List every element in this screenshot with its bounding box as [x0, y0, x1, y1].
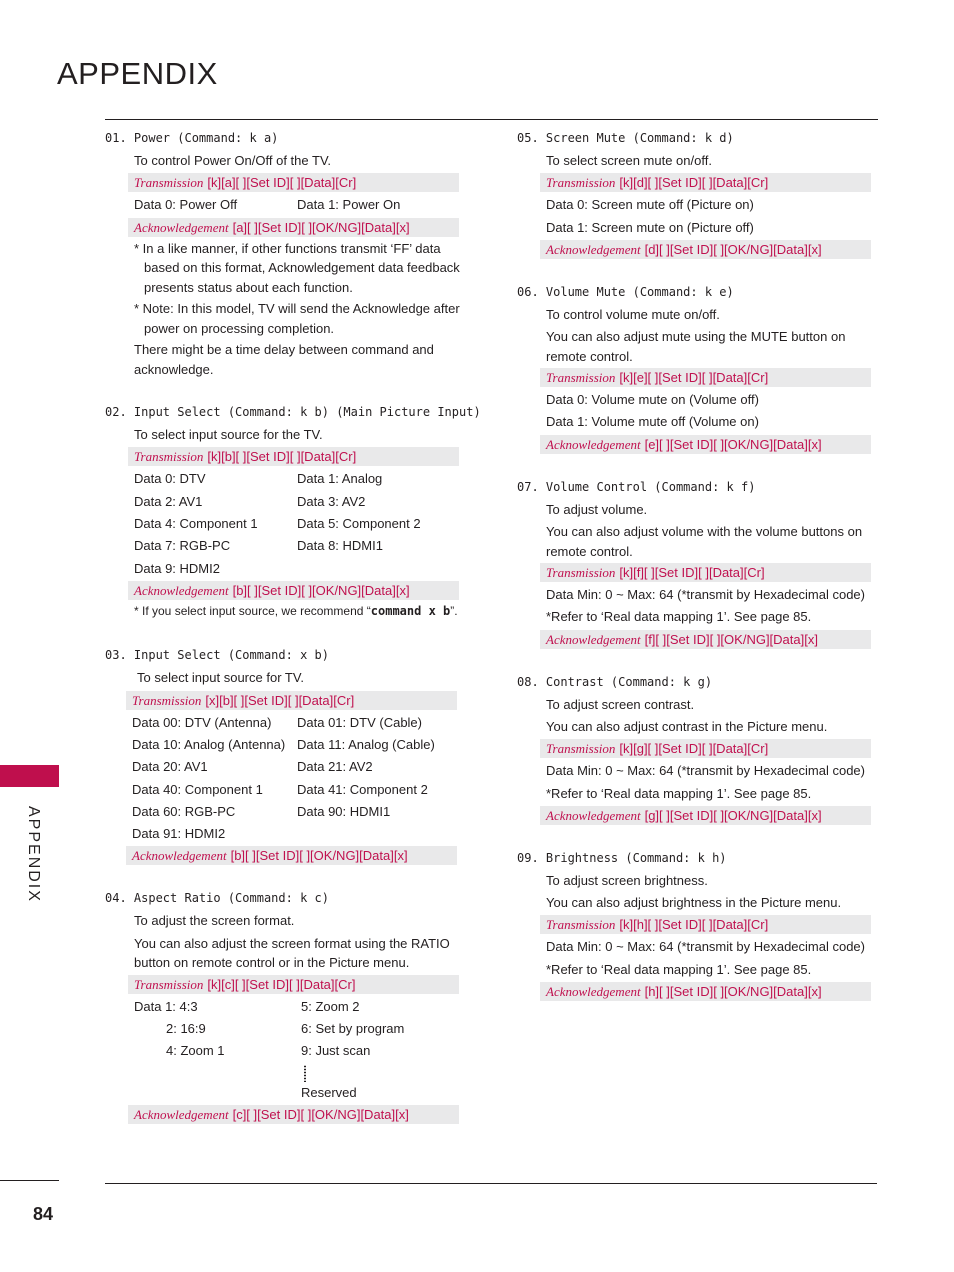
data-value: Data 3: AV2 — [297, 493, 366, 509]
transmission-code: [k][d][ ][Set ID][ ][Data][Cr] — [619, 175, 769, 191]
data-value: Data 1: 4:3 — [134, 998, 198, 1014]
data-range: Data Min: 0 ~ Max: 64 (*transmit by Hexadecimal code) — [546, 763, 865, 779]
data-values — [134, 194, 465, 216]
acknowledgement-code: [e][ ][Set ID][ ][OK/NG][Data][x] — [644, 436, 822, 452]
data-row — [134, 468, 465, 490]
section-description: To select screen mute on/off. — [546, 153, 712, 168]
note: * Note: In this model, TV will send the Acknowledge after power on processing completion. — [134, 301, 460, 336]
acknowledgement-label: Acknowledgement — [134, 1106, 229, 1122]
data-value: Data 9: HDMI2 — [134, 560, 220, 576]
footer-rule — [105, 1183, 877, 1184]
transmission-code: [k][c][ ][Set ID][ ][Data][Cr] — [207, 976, 356, 992]
data-row — [134, 558, 465, 580]
transmission-row — [128, 173, 459, 192]
acknowledgement-row — [540, 630, 871, 649]
recommendation-note — [134, 602, 484, 622]
transmission-code: [k][e][ ][Set ID][ ][Data][Cr] — [619, 370, 769, 386]
section-heading: 05. Screen Mute (Command: k d) — [517, 131, 734, 145]
transmission-label: Transmission — [134, 175, 204, 191]
data-row — [134, 996, 465, 1018]
data-value: 6: Set by program — [301, 1021, 405, 1037]
data-value: Data 8: HDMI1 — [297, 538, 383, 554]
section-description: To adjust screen brightness. — [546, 872, 708, 888]
acknowledgement-label: Acknowledgement — [546, 241, 641, 257]
side-section-label: APPENDIX — [25, 806, 42, 903]
acknowledgement-row — [540, 982, 871, 1001]
acknowledgement-code: [b][ ][Set ID][ ][OK/NG][Data][x] — [230, 848, 408, 864]
section-input-select-xb — [105, 645, 465, 865]
acknowledgement-label: Acknowledgement — [546, 436, 641, 452]
acknowledgement-row — [128, 218, 459, 237]
section-description: To adjust screen contrast. — [546, 696, 695, 712]
acknowledgement-label: Acknowledgement — [546, 984, 641, 1000]
section-volume-mute — [517, 282, 877, 454]
transmission-code: [k][f][ ][Set ID][ ][Data][Cr] — [619, 565, 765, 581]
acknowledgement-row — [540, 806, 871, 825]
acknowledgement-row — [128, 581, 459, 600]
acknowledgement-label: Acknowledgement — [546, 631, 641, 647]
data-range: Data Min: 0 ~ Max: 64 (*transmit by Hexadecimal code) — [546, 939, 865, 955]
transmission-label: Transmission — [132, 692, 202, 708]
data-value: Data 21: AV2 — [297, 759, 373, 775]
acknowledgement-code: [b][ ][Set ID][ ][OK/NG][Data][x] — [232, 582, 410, 598]
transmission-row — [540, 368, 871, 387]
data-value: Data 60: RGB-PC — [132, 803, 236, 819]
acknowledgement-label: Acknowledgement — [134, 582, 229, 598]
section-power — [105, 128, 465, 379]
transmission-label: Transmission — [546, 370, 616, 386]
transmission-label: Transmission — [134, 449, 204, 465]
section-heading: 02. Input Select (Command: k b) (Main Picture Input) — [105, 405, 481, 420]
data-value: 5: Zoom 2 — [301, 998, 360, 1014]
acknowledgement-code: [h][ ][Set ID][ ][OK/NG][Data][x] — [644, 984, 822, 1000]
section-description: To control Power On/Off of the TV. — [134, 153, 332, 168]
acknowledgement-label: Acknowledgement — [546, 807, 641, 823]
transmission-code: [x][b][ ][Set ID][ ][Data][Cr] — [205, 692, 355, 708]
note-text: * If you select input source, we recommend “ — [134, 603, 371, 618]
acknowledgement-code: [f][ ][Set ID][ ][OK/NG][Data][x] — [644, 631, 818, 647]
right-column — [517, 128, 877, 1023]
note: * In a like manner, if other functions transmit ‘FF’ data based on this format, Acknowledgement data feedback presents status about each function. — [134, 240, 460, 295]
data-row — [132, 779, 465, 801]
data-value: Data 4: Component 1 — [134, 515, 258, 531]
page-title: APPENDIX — [57, 56, 218, 91]
transmission-row — [540, 915, 871, 934]
data-value: Data 40: Component 1 — [132, 781, 263, 797]
data-row — [134, 1040, 465, 1062]
data-row — [132, 734, 465, 756]
data-value: Data 1: Volume mute off (Volume on) — [546, 414, 759, 430]
data-value: Data 2: AV1 — [134, 493, 203, 509]
acknowledgement-label: Acknowledgement — [132, 848, 227, 864]
transmission-row — [540, 173, 871, 192]
section-heading: 06. Volume Mute (Command: k e) — [517, 284, 734, 299]
transmission-label: Transmission — [134, 976, 204, 992]
transmission-row — [540, 563, 871, 582]
header-rule — [105, 119, 878, 120]
acknowledgement-code: [a][ ][Set ID][ ][OK/NG][Data][x] — [232, 219, 410, 235]
section-aspect-ratio — [105, 888, 465, 1123]
data-row — [132, 756, 465, 778]
transmission-label: Transmission — [546, 175, 616, 191]
data-value: Data 0: DTV — [134, 471, 206, 487]
data-values — [134, 996, 465, 1063]
data-row — [134, 1018, 465, 1040]
reference-note: *Refer to ‘Real data mapping 1’. See page 85. — [546, 785, 812, 801]
section-heading: 01. Power (Command: k a) — [105, 131, 279, 145]
transmission-label: Transmission — [546, 565, 616, 581]
section-description: To select input source for the TV. — [134, 427, 323, 443]
recommended-command: command x b — [370, 603, 451, 618]
section-heading: 03. Input Select (Command: x b) — [105, 648, 329, 663]
note-text: ”. — [450, 603, 458, 618]
section-brightness — [517, 848, 877, 1001]
data-value: Data 20: AV1 — [132, 759, 208, 775]
data-value: Data 1: Power On — [297, 197, 401, 213]
acknowledgement-code: [d][ ][Set ID][ ][OK/NG][Data][x] — [644, 241, 822, 257]
section-volume-control — [517, 477, 877, 649]
note: There might be a time delay between command and acknowledge. — [134, 342, 434, 377]
data-row — [132, 712, 465, 734]
data-row — [134, 194, 465, 216]
data-value: Data 41: Component 2 — [297, 781, 428, 797]
section-description: You can also adjust contrast in the Picture menu. — [546, 718, 828, 734]
section-contrast — [517, 672, 877, 825]
section-input-select-kb — [105, 402, 481, 621]
data-value: Reserved — [301, 1084, 357, 1100]
acknowledgement-code: [g][ ][Set ID][ ][OK/NG][Data][x] — [644, 807, 822, 823]
data-range: Data Min: 0 ~ Max: 64 (*transmit by Hexadecimal code) — [546, 587, 865, 603]
data-value: Data 1: Screen mute on (Picture off) — [546, 219, 754, 235]
data-value: 2: 16:9 — [166, 1021, 206, 1037]
section-description: To control volume mute on/off. — [546, 306, 720, 322]
data-value: Data 90: HDMI1 — [297, 803, 391, 819]
footer-rule-left — [0, 1180, 59, 1181]
section-screen-mute — [517, 128, 877, 259]
section-description: You can also adjust the screen format using the RATIO button on remote control or in the Picture menu. — [134, 935, 450, 971]
reference-note: *Refer to ‘Real data mapping 1’. See page 85. — [546, 609, 812, 625]
transmission-code: [k][g][ ][Set ID][ ][Data][Cr] — [619, 741, 769, 757]
data-values — [134, 468, 465, 579]
data-row — [134, 513, 465, 535]
data-row — [134, 535, 465, 557]
page-number: 84 — [33, 1204, 54, 1224]
data-values — [132, 712, 465, 846]
transmission-code: [k][b][ ][Set ID][ ][Data][Cr] — [207, 449, 357, 465]
transmission-row — [126, 691, 457, 710]
data-row — [134, 491, 465, 513]
acknowledgement-row — [540, 435, 871, 454]
data-value: 9: Just scan — [301, 1043, 371, 1059]
data-value: Data 91: HDMI2 — [132, 826, 226, 842]
data-value: Data 5: Component 2 — [297, 515, 421, 531]
section-heading: 04. Aspect Ratio (Command: k c) — [105, 891, 329, 906]
data-row — [132, 801, 465, 823]
transmission-row — [128, 447, 459, 466]
data-value: Data 7: RGB-PC — [134, 538, 231, 554]
acknowledgement-code: [c][ ][Set ID][ ][OK/NG][Data][x] — [232, 1106, 409, 1122]
section-description: You can also adjust mute using the MUTE button on remote control. — [546, 329, 846, 364]
data-value: Data 11: Analog (Cable) — [297, 736, 435, 752]
acknowledgement-row — [128, 1105, 459, 1124]
section-tab-marker — [0, 765, 59, 787]
data-value: Data 0: Screen mute off (Picture on) — [546, 197, 754, 213]
section-description: To adjust the screen format. — [134, 913, 295, 929]
section-heading: 09. Brightness (Command: k h) — [517, 850, 727, 865]
transmission-code: [k][a][ ][Set ID][ ][Data][Cr] — [207, 175, 357, 191]
data-value: Data 0: Power Off — [134, 197, 238, 213]
section-heading: 07. Volume Control (Command: k f) — [517, 479, 756, 494]
section-description: You can also adjust brightness in the Picture menu. — [546, 895, 842, 911]
transmission-label: Transmission — [546, 917, 616, 933]
data-value: Data 1: Analog — [297, 471, 383, 487]
vertical-ellipsis-icon — [304, 1065, 306, 1082]
data-row — [132, 823, 465, 845]
transmission-row — [540, 739, 871, 758]
transmission-label: Transmission — [546, 741, 616, 757]
section-description: You can also adjust volume with the volume buttons on remote control. — [546, 524, 863, 559]
acknowledgement-row — [540, 240, 871, 259]
section-description: To adjust volume. — [546, 501, 648, 517]
data-value: Data 01: DTV (Cable) — [297, 714, 422, 730]
acknowledgement-row — [126, 846, 457, 865]
section-description: To select input source for TV. — [137, 670, 304, 686]
acknowledgement-label: Acknowledgement — [134, 219, 229, 235]
transmission-code: [k][h][ ][Set ID][ ][Data][Cr] — [619, 917, 769, 933]
data-value: Data 10: Analog (Antenna) — [132, 736, 286, 752]
data-value: Data 0: Volume mute on (Volume off) — [546, 392, 759, 408]
data-value: 4: Zoom 1 — [166, 1043, 225, 1059]
transmission-row — [128, 975, 459, 994]
reference-note: *Refer to ‘Real data mapping 1’. See page 85. — [546, 961, 812, 977]
section-heading: 08. Contrast (Command: k g) — [517, 674, 713, 689]
left-column — [105, 128, 481, 1146]
data-value: Data 00: DTV (Antenna) — [132, 714, 272, 730]
